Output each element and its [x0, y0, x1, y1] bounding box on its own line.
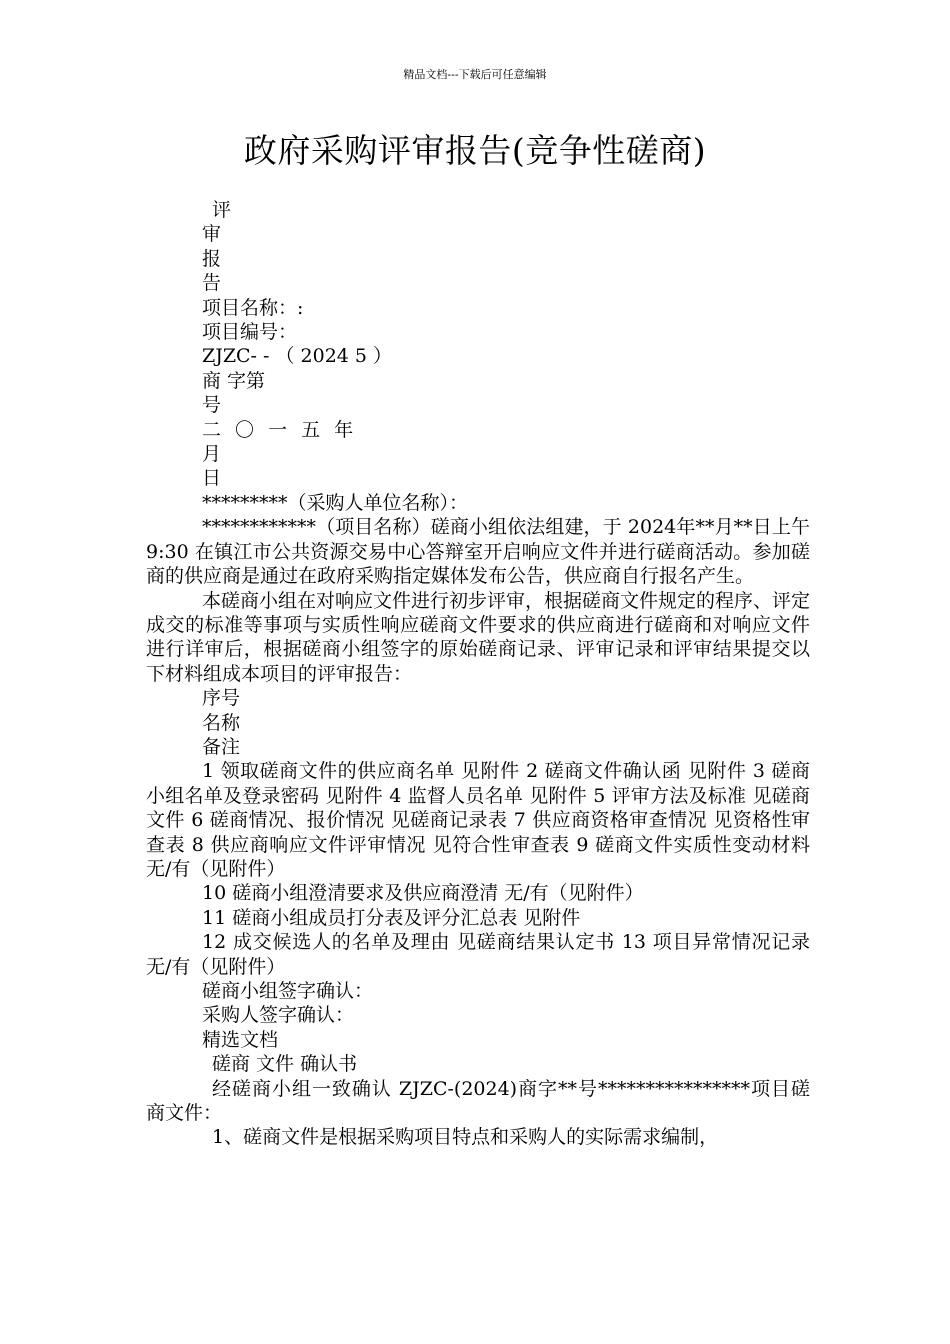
paragraph: 本磋商小组在对响应文件进行初步评审，根据磋商文件规定的程序、评定成交的标准等事项与实质性响应磋商文件要求的供应商进行磋商和对响应文件进行详审后，根据磋商小组签字的原始磋商记录、评审记录和评审结果提交以下材料组成本项目的评审报告：: [146, 589, 811, 685]
project-code-line-3: 号: [202, 394, 222, 417]
confirmation-item: 1、磋商文件是根据采购项目特点和采购人的实际需求编制，: [212, 1126, 719, 1149]
project-number-label: 项目编号：: [202, 321, 298, 344]
cover-vertical-char: 审: [202, 223, 222, 246]
confirmation-title: 磋商 文件 确认书: [212, 1053, 358, 1076]
cover-year: 二 〇 一 五 年: [202, 418, 358, 441]
footer-mark: 精选文档: [202, 1028, 279, 1051]
cover-month: 月: [202, 443, 222, 466]
cover-vertical-char: 告: [202, 272, 222, 295]
table-header-remark: 备注: [202, 735, 241, 758]
page-header: 精品文档---下载后可任意编辑: [403, 68, 547, 81]
cover-day: 日: [202, 467, 222, 490]
materials-list: 10 磋商小组澄清要求及供应商澄清 无/有（见附件）: [202, 882, 644, 905]
document-body: [146, 198, 810, 1150]
table-header-name: 名称: [202, 711, 241, 734]
materials-list: 1 领取磋商文件的供应商名单 见附件 2 磋商文件确认函 见附件 3 磋商小组名单及登录密码 见附件 4 监督人员名单 见附件 5 评审方法及标准 见磋商文件 6 磋商情况、报价情况 见磋商记录表 7 供应商资格审查情况 见资格性审查表 8 供应商响应文件评审情况 见符合性审查表 9 磋商文件实质性变动材料 无/有（见附件）: [146, 760, 810, 880]
salutation: *********（采购人单位名称）：: [202, 491, 469, 514]
project-code-line-2: 商 字第: [202, 369, 266, 392]
confirmation-paragraph: 经磋商小组一致确认 ZJZC-(2024)商字**号****************项目磋商文件：: [146, 1077, 810, 1125]
paragraph: ************（项目名称）磋商小组依法组建，于 2024年**月**日上午 9:30 在镇江市公共资源交易中心答辩室开启响应文件并进行磋商活动。参加磋商的供应商是通过在政府采购指定媒体发布公告，供应商自行报名产生。: [146, 516, 810, 588]
materials-list: 12 成交候选人的名单及理由 见磋商结果认定书 13 项目异常情况记录 无/有（见附件）: [146, 931, 810, 978]
signature-purchaser-label: 采购人签字确认：: [202, 1004, 355, 1027]
document-title: 政府采购评审报告(竞争性磋商): [243, 131, 707, 170]
cover-vertical-char: 报: [202, 247, 222, 270]
materials-list: 11 磋商小组成员打分表及评分汇总表 见附件: [202, 906, 581, 929]
project-name-label: 项目名称：:: [202, 296, 304, 319]
signature-panel-label: 磋商小组签字确认：: [202, 980, 374, 1002]
cover-vertical-char: 评: [212, 199, 232, 221]
table-header-index: 序号: [202, 687, 241, 710]
project-code-line: ZJZC- - （ 2024 5 ）: [202, 345, 393, 368]
